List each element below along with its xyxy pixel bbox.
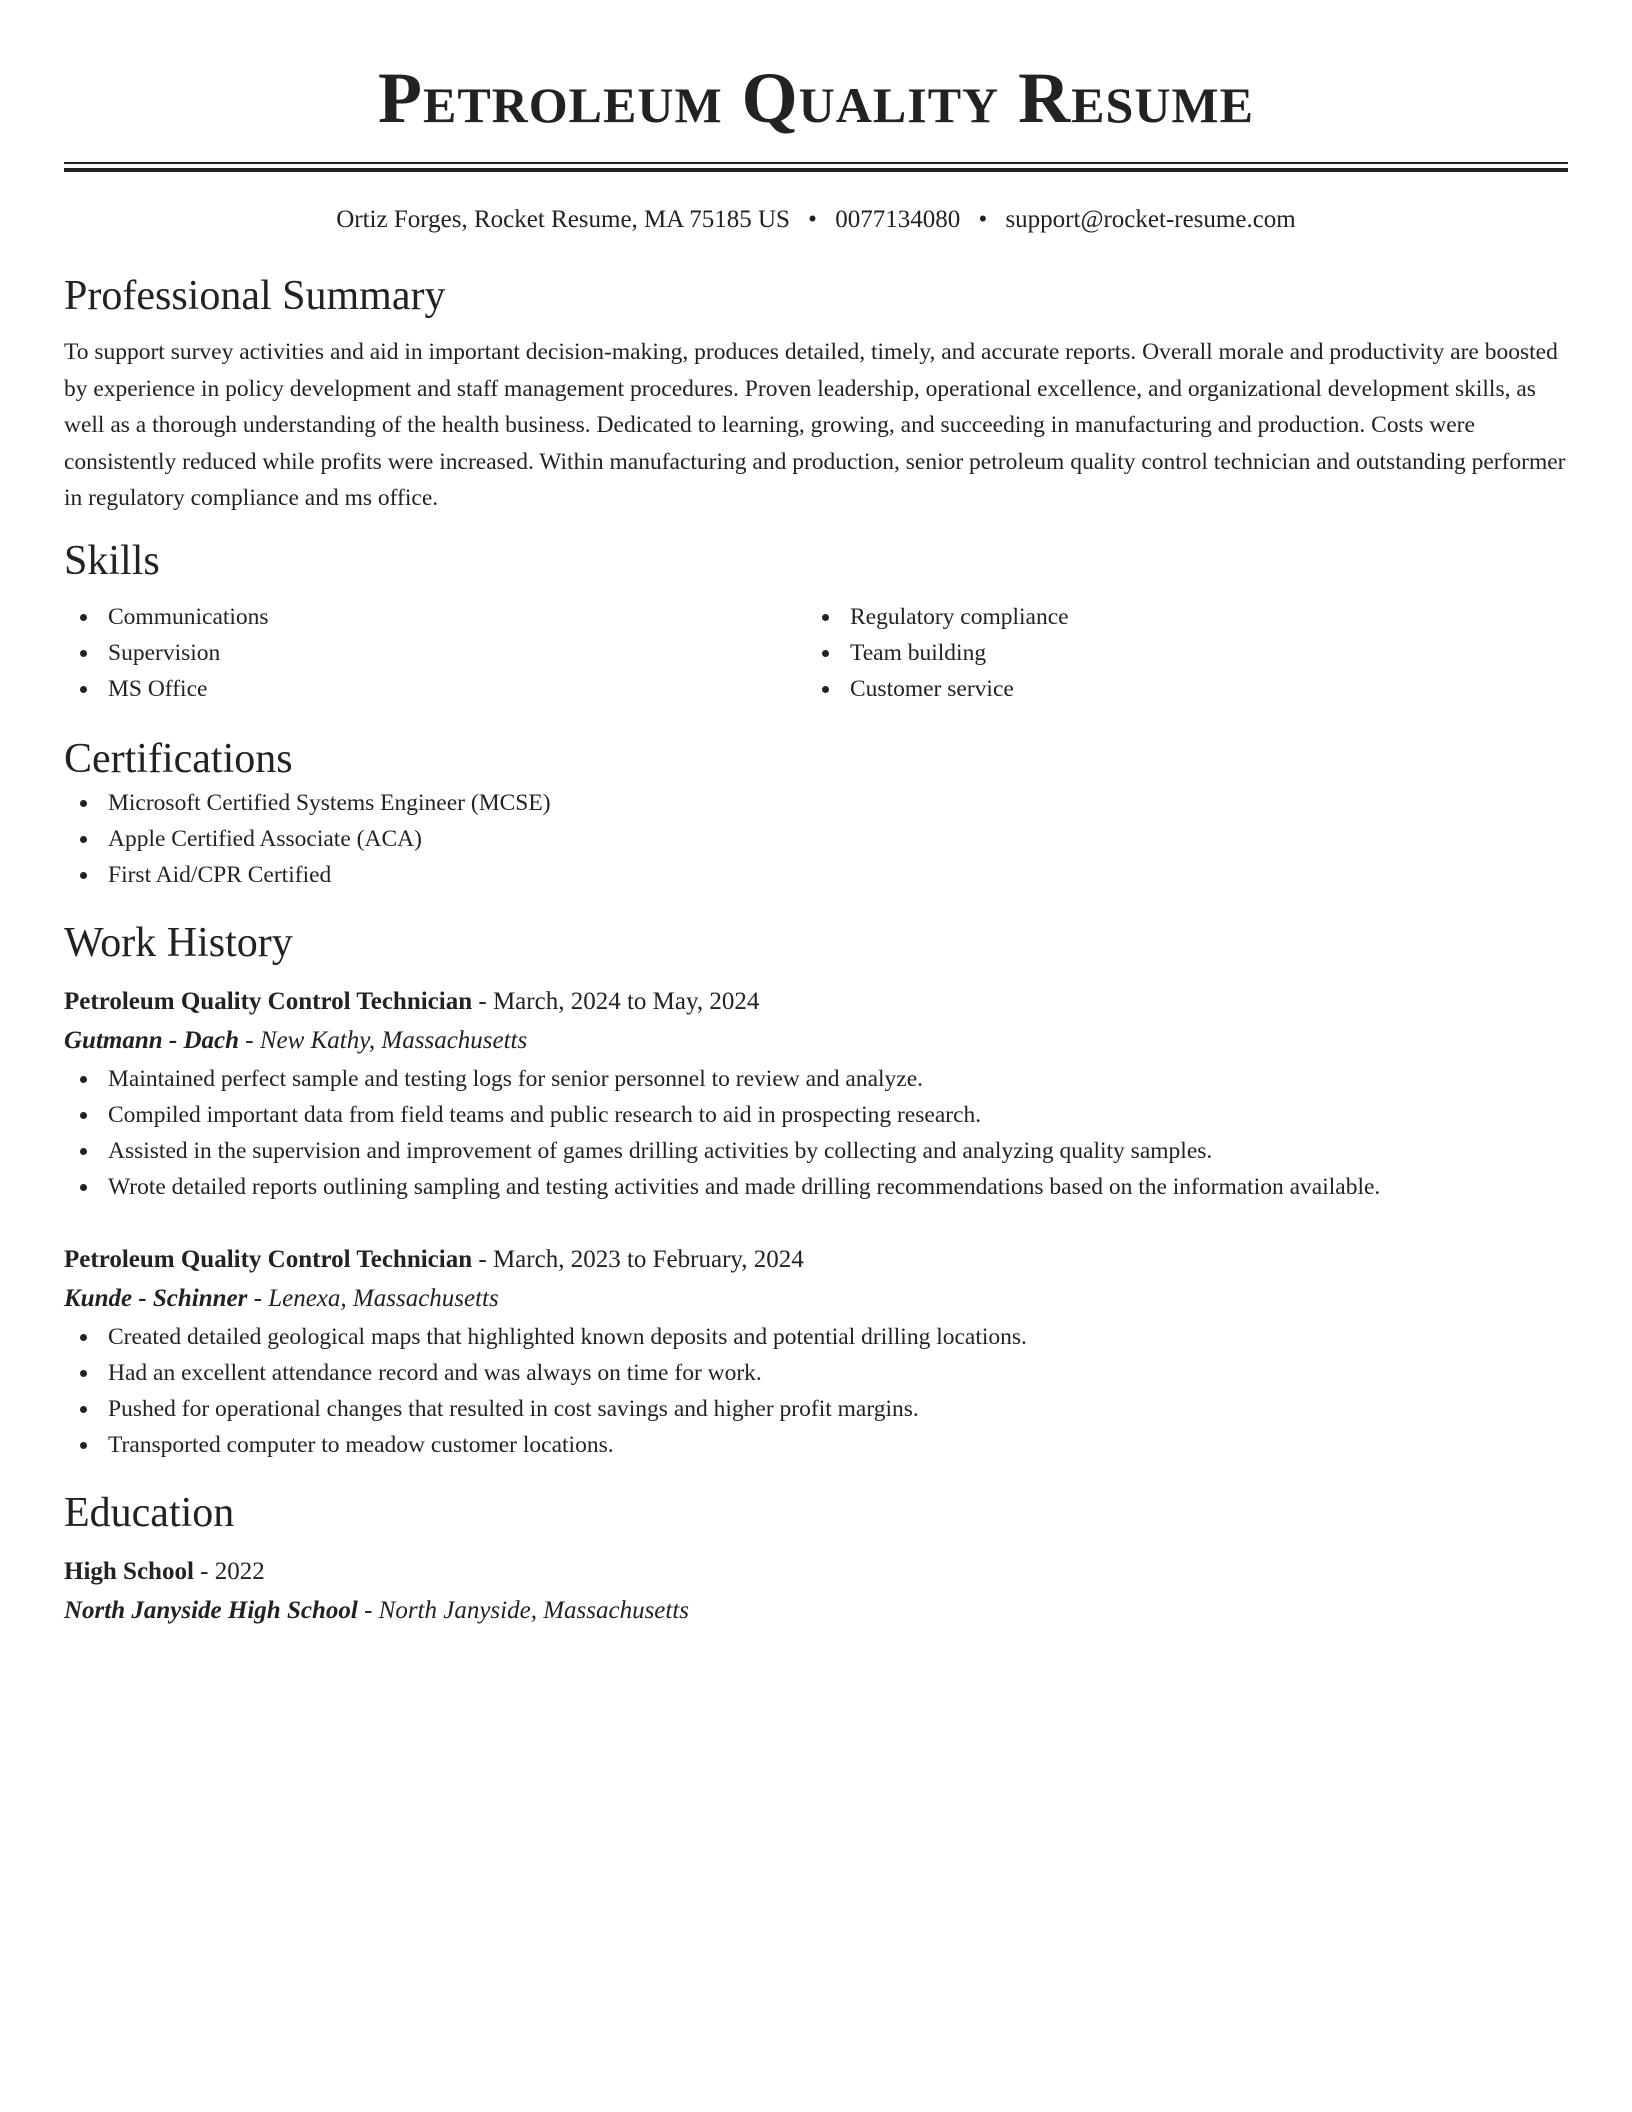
job-duty-item [64,1061,1568,1097]
bullet-icon [80,800,87,807]
work-history-section [64,917,1568,1463]
job-duty-item [64,1097,1568,1133]
bullet-icon [822,686,829,693]
job-duty-text: Transported computer to meadow customer locations. [108,1431,614,1458]
certification-label: First Aid/CPR Certified [108,861,332,888]
job-header [64,1241,1568,1279]
job-dates: - March, 2023 to February, 2024 [472,1245,804,1273]
certification-item [64,785,1568,821]
skill-item [806,671,1548,707]
job-role: Petroleum Quality Control Technician [64,987,473,1015]
bullet-icon [80,836,87,843]
skill-label: Customer service [850,675,1014,702]
skills-grid [64,599,1568,707]
summary-heading: Professional Summary [64,273,446,319]
skills-heading: Skills [64,537,160,584]
summary-section [64,270,1568,517]
contact-line [64,204,1568,236]
skill-item [806,635,1548,671]
skill-item [64,635,806,671]
title-divider [64,162,1568,172]
bullet-icon [80,872,87,879]
skill-label: Team building [850,639,987,666]
summary-text: To support survey activities and aid in important decision-making, produces detailed, timely, and accurate reports. Overall morale and productivity are boosted by experience in policy development and staff management procedures. Proven leadership, operational excellence, and organizational development skills, as well as a thorough understanding of the health business. Dedicated to learning, growing, and succeeding in manufacturing and production. Costs were consistently reduced while profits were increased. Within manufacturing and production, senior petroleum quality control technician and outstanding performer in regulatory compliance and ms office. [64,339,1566,511]
bullet-icon [80,1184,87,1191]
skill-label: MS Office [108,675,208,702]
job-duties-list [64,1061,1568,1205]
job-entry [64,1241,1568,1463]
job-company: Gutmann - Dach [64,1026,240,1054]
skills-column-right [806,599,1548,707]
education-header [64,1553,1568,1591]
job-duty-item [64,1133,1568,1169]
job-duty-text: Compiled important data from field teams and public research to aid in prospecting research. [108,1101,982,1128]
certification-item [64,821,1568,857]
bullet-icon [80,1076,87,1083]
certifications-list [64,785,1568,893]
skill-item [64,671,806,707]
job-employer [64,1279,1568,1319]
job-duties-list [64,1319,1568,1463]
certification-item [64,857,1568,893]
job-duty-item [64,1355,1568,1391]
education-year: - 2022 [193,1557,265,1585]
job-location: - New Kathy, Massachusetts [239,1026,528,1054]
bullet-icon [80,614,87,621]
bullet-icon [80,1406,87,1413]
skill-label: Regulatory compliance [850,603,1069,630]
skills-list-right [806,599,1548,707]
contact-address: Ortiz Forges, Rocket Resume, MA 75185 US [336,206,790,233]
bullet-icon [80,1112,87,1119]
work-history-heading: Work History [64,919,293,966]
job-duty-item [64,1427,1568,1463]
skill-label: Supervision [108,639,221,666]
bullet-icon [80,1148,87,1155]
job-dates: - March, 2024 to May, 2024 [472,987,760,1015]
bullet-icon [822,650,829,657]
skill-label: Communications [108,603,269,630]
job-entry [64,983,1568,1205]
job-duty-text: Pushed for operational changes that resulted in cost savings and higher profit margins. [108,1395,919,1422]
job-location: - Lenexa, Massachusetts [247,1284,499,1312]
certification-label: Microsoft Certified Systems Engineer (MCSE) [108,789,551,816]
job-duty-text: Assisted in the supervision and improvement of games drilling activities by collecting and analyzing quality samples. [108,1137,1213,1164]
education-degree: High School [64,1557,194,1585]
resume-title: Petroleum Quality Resume [378,58,1254,138]
skills-column-left [64,599,806,707]
job-duty-text: Had an excellent attendance record and was always on time for work. [108,1359,762,1386]
job-duty-item [64,1391,1568,1427]
job-duty-text: Maintained perfect sample and testing logs for senior personnel to review and analyze. [108,1065,924,1092]
skills-section [64,535,1568,707]
contact-phone: 0077134080 [835,206,961,233]
bullet-icon [822,614,829,621]
bullet-icon [80,650,87,657]
job-role: Petroleum Quality Control Technician [64,1245,473,1273]
certification-label: Apple Certified Associate (ACA) [108,825,422,852]
education-location: - North Janyside, Massachusetts [357,1596,690,1624]
certifications-section [64,733,1568,893]
bullet-icon [80,1442,87,1449]
certifications-heading: Certifications [64,735,293,782]
job-duty-text: Created detailed geological maps that highlighted known deposits and potential drilling locations. [108,1323,1027,1350]
job-duty-text: Wrote detailed reports outlining sampling and testing activities and made drilling recommendations based on the information available. [108,1173,1381,1200]
education-institution [64,1591,1568,1631]
education-heading: Education [64,1489,235,1536]
education-school: North Janyside High School [64,1596,358,1624]
contact-separator: • [808,206,817,233]
contact-email: support@rocket-resume.com [1005,206,1296,233]
bullet-icon [80,1370,87,1377]
contact-separator: • [978,206,988,233]
skills-list-left [64,599,806,707]
education-entry [64,1553,1568,1631]
job-header [64,983,1568,1021]
job-company: Kunde - Schinner [64,1284,248,1312]
education-section [64,1487,1568,1631]
job-duty-item [64,1319,1568,1355]
skill-item [806,599,1548,635]
bullet-icon [80,686,87,693]
job-duty-item [64,1169,1568,1205]
job-employer [64,1021,1568,1061]
bullet-icon [80,1334,87,1341]
skill-item [64,599,806,635]
